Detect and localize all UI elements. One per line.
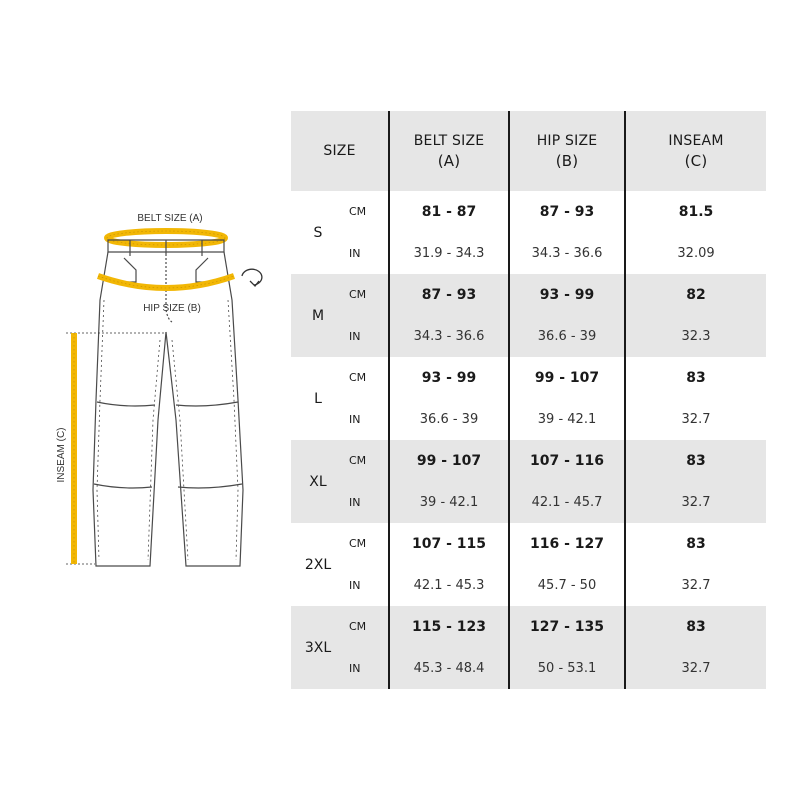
size-cell: 2XL <box>304 556 332 573</box>
belt-cm-cell: 87 - 93 <box>389 274 509 316</box>
table-row <box>291 357 766 399</box>
inseam-label: INSEAM (C) <box>56 427 67 483</box>
belt-size-label: BELT SIZE (A) <box>137 213 203 224</box>
unit-cm-cell: CM <box>349 537 367 551</box>
rotate-arrow-icon <box>242 269 262 286</box>
unit-in-cell: IN <box>349 495 361 509</box>
inseam-in-cell: 32.09 <box>625 233 766 275</box>
inseam-cm-cell: 83 <box>625 606 766 648</box>
unit-cm-cell: CM <box>349 288 367 302</box>
table-row <box>291 191 766 233</box>
table-row <box>291 648 766 690</box>
table-row <box>291 274 766 316</box>
header-belt-size: BELT SIZE (A) <box>389 111 509 191</box>
inseam-cm-cell: 81.5 <box>625 191 766 233</box>
unit-in-cell: IN <box>349 412 361 426</box>
size-cell: XL <box>309 473 327 490</box>
hip-in-cell: 42.1 - 45.7 <box>509 482 625 524</box>
table-row <box>291 316 766 358</box>
belt-cm-cell: 107 - 115 <box>389 523 509 565</box>
inseam-cm-cell: 83 <box>625 357 766 399</box>
pants-measurement-diagram <box>0 0 290 800</box>
unit-in-cell: IN <box>349 661 361 675</box>
belt-in-cell: 36.6 - 39 <box>389 399 509 441</box>
belt-cm-cell: 99 - 107 <box>389 440 509 482</box>
inseam-in-cell: 32.7 <box>625 565 766 607</box>
table-row <box>291 523 766 565</box>
table-row <box>291 606 766 648</box>
inseam-cm-cell: 83 <box>625 523 766 565</box>
hip-in-cell: 45.7 - 50 <box>509 565 625 607</box>
hip-in-cell: 34.3 - 36.6 <box>509 233 625 275</box>
belt-in-cell: 42.1 - 45.3 <box>389 565 509 607</box>
belt-cm-cell: 115 - 123 <box>389 606 509 648</box>
unit-in-cell: IN <box>349 329 361 343</box>
unit-in-cell: IN <box>349 578 361 592</box>
unit-cm-cell: CM <box>349 371 367 385</box>
hip-cm-cell: 93 - 99 <box>509 274 625 316</box>
hip-cm-cell: 116 - 127 <box>509 523 625 565</box>
header-size: SIZE <box>323 143 356 159</box>
belt-cm-cell: 81 - 87 <box>389 191 509 233</box>
belt-cm-cell: 93 - 99 <box>389 357 509 399</box>
hip-cm-cell: 99 - 107 <box>509 357 625 399</box>
inseam-in-cell: 32.7 <box>625 399 766 441</box>
hip-in-cell: 50 - 53.1 <box>509 648 625 690</box>
hip-in-cell: 39 - 42.1 <box>509 399 625 441</box>
table-row <box>291 440 766 482</box>
size-cell: S <box>313 224 323 241</box>
hip-cm-cell: 87 - 93 <box>509 191 625 233</box>
belt-in-cell: 39 - 42.1 <box>389 482 509 524</box>
size-chart-table <box>291 111 766 689</box>
hip-size-label: HIP SIZE (B) <box>143 303 201 314</box>
header-hip-size: HIP SIZE (B) <box>509 111 625 191</box>
table-row <box>291 233 766 275</box>
hip-in-cell: 36.6 - 39 <box>509 316 625 358</box>
inseam-in-cell: 32.3 <box>625 316 766 358</box>
inseam-in-cell: 32.7 <box>625 648 766 690</box>
inseam-measuring-tape <box>66 333 165 564</box>
inseam-in-cell: 32.7 <box>625 482 766 524</box>
belt-in-cell: 34.3 - 36.6 <box>389 316 509 358</box>
header-inseam: INSEAM (C) <box>625 111 766 191</box>
inseam-cm-cell: 83 <box>625 440 766 482</box>
size-cell: 3XL <box>304 639 332 656</box>
unit-cm-cell: CM <box>349 205 367 219</box>
unit-in-cell: IN <box>349 246 361 260</box>
hip-cm-cell: 127 - 135 <box>509 606 625 648</box>
hip-cm-cell: 107 - 116 <box>509 440 625 482</box>
belt-in-cell: 31.9 - 34.3 <box>389 233 509 275</box>
table-row <box>291 565 766 607</box>
inseam-cm-cell: 82 <box>625 274 766 316</box>
unit-cm-cell: CM <box>349 454 367 468</box>
size-cell: L <box>314 390 322 407</box>
table-header-row <box>291 111 766 191</box>
table-row <box>291 399 766 441</box>
table-row <box>291 482 766 524</box>
size-cell: M <box>311 307 325 324</box>
belt-in-cell: 45.3 - 48.4 <box>389 648 509 690</box>
unit-cm-cell: CM <box>349 620 367 634</box>
